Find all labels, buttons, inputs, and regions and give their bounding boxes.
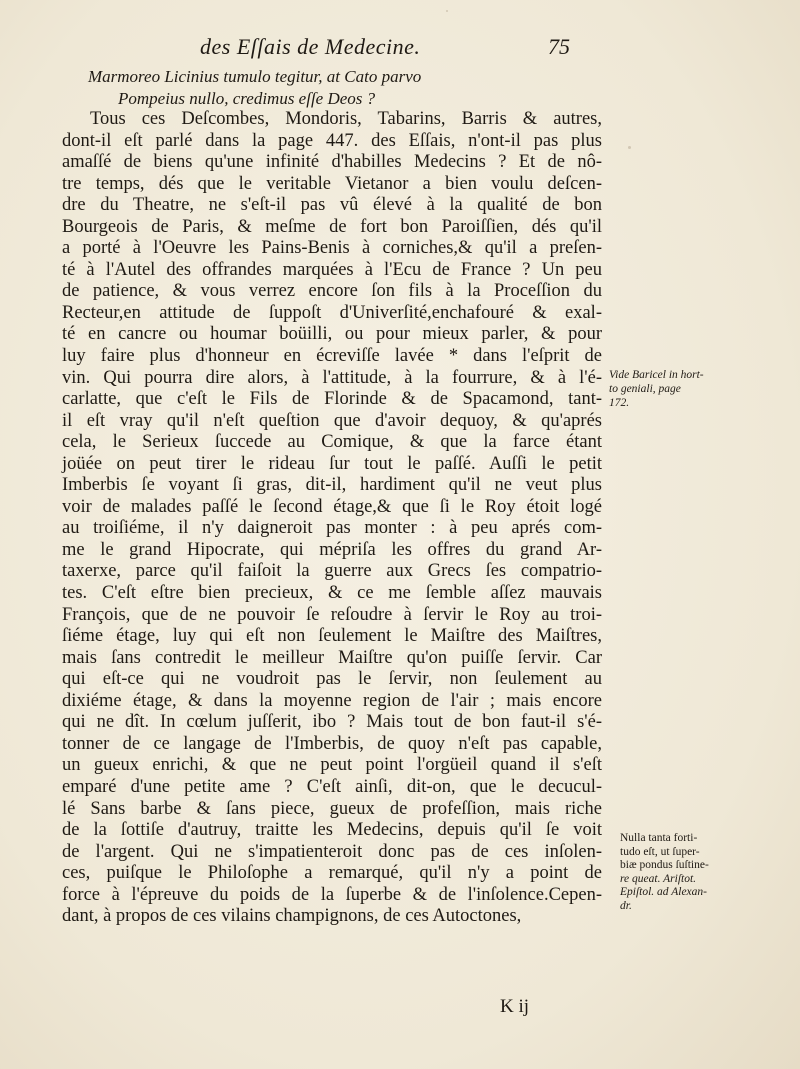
text-line: amaſſé de biens qu'une infinité d'habilles Medecins ? Et de nô- [62,152,602,173]
text-line: a porté à l'Oeuvre les Pains-Benis à corniches,& qu'il a preſen- [62,238,602,259]
note-line: Epiſtol. ad Alexan- [620,886,707,899]
text-line: de patience, & vous verrez encore ſon fils à la Proceſſion du [62,281,602,302]
text-line: de la ſottiſe d'autruy, traitte les Medecins, depuis qu'il ſe voit [62,820,602,841]
text-line: joüée on peut tirer le rideau ſur tout le paſſé. Auſſi le petit [62,453,602,474]
note-line: re queat. Ariſtot. [620,872,697,885]
text-line: qui eſt-ce qui ne voudroit pas le ſervir, non ſeulement au [62,669,602,690]
text-line: me le grand Hipocrate, qui mépriſa les offres du grand Ar- [62,539,602,560]
epigraph-line-1: Marmoreo Licinius tumulo tegitur, at Cato parvo [88,67,422,86]
text-line: té en cancre ou houmar boüilli, ou pour mieux parler, & pour [62,324,602,345]
text-line: carlatte, que c'eſt le Fils de Florinde & de Spacamond, tant- [62,389,602,410]
note-line: tudo eſt, ut ſuper- [620,845,700,858]
text-line: dant, à propos de ces vilains champignons, de ces Autoctones, [62,906,522,927]
epigraph-line-2: Pompeius nullo, credimus eſſe Deos ? [118,89,376,108]
text-line: de l'argent. Qui ne s'impatienteroit donc pas de ces inſolen- [62,841,602,862]
text-line: au troiſiéme, il n'y daigneroit pas monter : à peu aprés com- [62,518,602,539]
text-line: té à l'Autel des offrandes marquées à l'Ecu de France ? Un peu [62,259,602,280]
note-line: biæ pondus ſuſtine- [620,859,709,872]
running-title: des Eſſais de Medecine. [200,34,421,59]
text-line: mais ſans contredit le meilleur Maiſtre qu'on puiſſe ſervir. Car [62,647,602,668]
text-line: Bourgeois de Paris, & meſme de fort bon Paroiſſien, dés qu'il [62,216,602,237]
text-line: force à l'épreuve du poids de la ſuperbe & de l'inſolence.Cepen- [62,884,602,905]
note-line: to geniali, page [609,383,681,395]
text-line: tes. C'eſt eſtre bien precieux, & ce me ſemble aſſez mauvais [62,583,602,604]
note-line: 172. [609,397,630,409]
paper-foxing-spot [628,146,631,149]
note-line: dr. [620,899,632,912]
note-line: Vide Baricel in hort- [609,369,704,381]
text-line: il eſt vray qu'il n'eſt queſtion que d'avoir dequoy, & qu'aprés [62,410,602,431]
text-line: voir de malades paſſé le ſecond étage,& que ſi le Roy étoit logé [62,496,602,517]
text-line: ces, puiſque le Philoſophe a remarqué, qu'il n'y a point de [62,863,602,884]
text-line: Imberbis ſe voyant ſi gras, dit-il, hardiment qu'il ne veut plus [62,475,602,496]
note-line: Nulla tanta forti- [620,832,698,844]
paper-foxing-spot [446,10,448,12]
text-line: dont-il eſt parlé dans la page 447. des Eſſais, n'ont-il pas plus [62,130,602,151]
text-line: cela, le Serieux ſuccede au Comique, & que la farce étant [62,432,602,453]
text-line: dre du Theatre, ne s'eſt-il pas vû élevé à la qualité de bon [62,195,602,216]
text-line: tonner de ce langage de l'Imberbis, de quoy n'eſt pas capable, [62,733,602,754]
text-line: ſiéme étage, luy qui eſt non ſeulement le Maiſtre des Maiſtres, [62,626,602,647]
text-line: lé Sans barbe & ſans piece, gueux de profeſſion, mais riche [62,798,602,819]
text-line: tre temps, dés que le veritable Vietanor a bien voulu deſcen- [62,173,602,194]
text-line: Recteur,en attitude de ſuppoſt d'Univerſité,enchafouré & exal- [62,302,602,323]
main-text [62,109,602,928]
text-line: Tous ces Deſcombes, Mondoris, Tabarins, Barris & autres, [90,109,602,129]
marginal-note-quotation [620,832,792,914]
text-line: emparé d'une petite ame ? C'eſt ainſi, dit-on, que le decucul- [62,776,602,797]
text-line: luy faire plus d'honneur en écreviſſe lavée * dans l'eſprit de [62,346,602,367]
text-line: qui ne dît. In cœlum juſſerit, ibo ? Mais tout de bon faut-il s'é- [62,712,602,733]
page-number: 75 [548,34,570,59]
text-line: taxerxe, parce qu'il faiſoit la guerre aux Grecs ſes compatrio- [62,561,602,582]
text-line: dixiéme étage, & dans la moyenne region de l'air ; mais encore [62,690,602,711]
marginal-note-reference [609,368,789,410]
text-line: un gueux enrichi, & que ne peut point l'orgüeil quand il s'eſt [62,755,602,776]
signature-mark: K ij [500,996,530,1017]
text-line: François, que de ne pouvoir ſe reſoudre à ſervir le Roy au troi- [62,604,602,625]
page-header [200,34,570,64]
text-line: vin. Qui pourra dire alors, à l'attitude, à la fourrure, & à l'é- [62,367,602,388]
